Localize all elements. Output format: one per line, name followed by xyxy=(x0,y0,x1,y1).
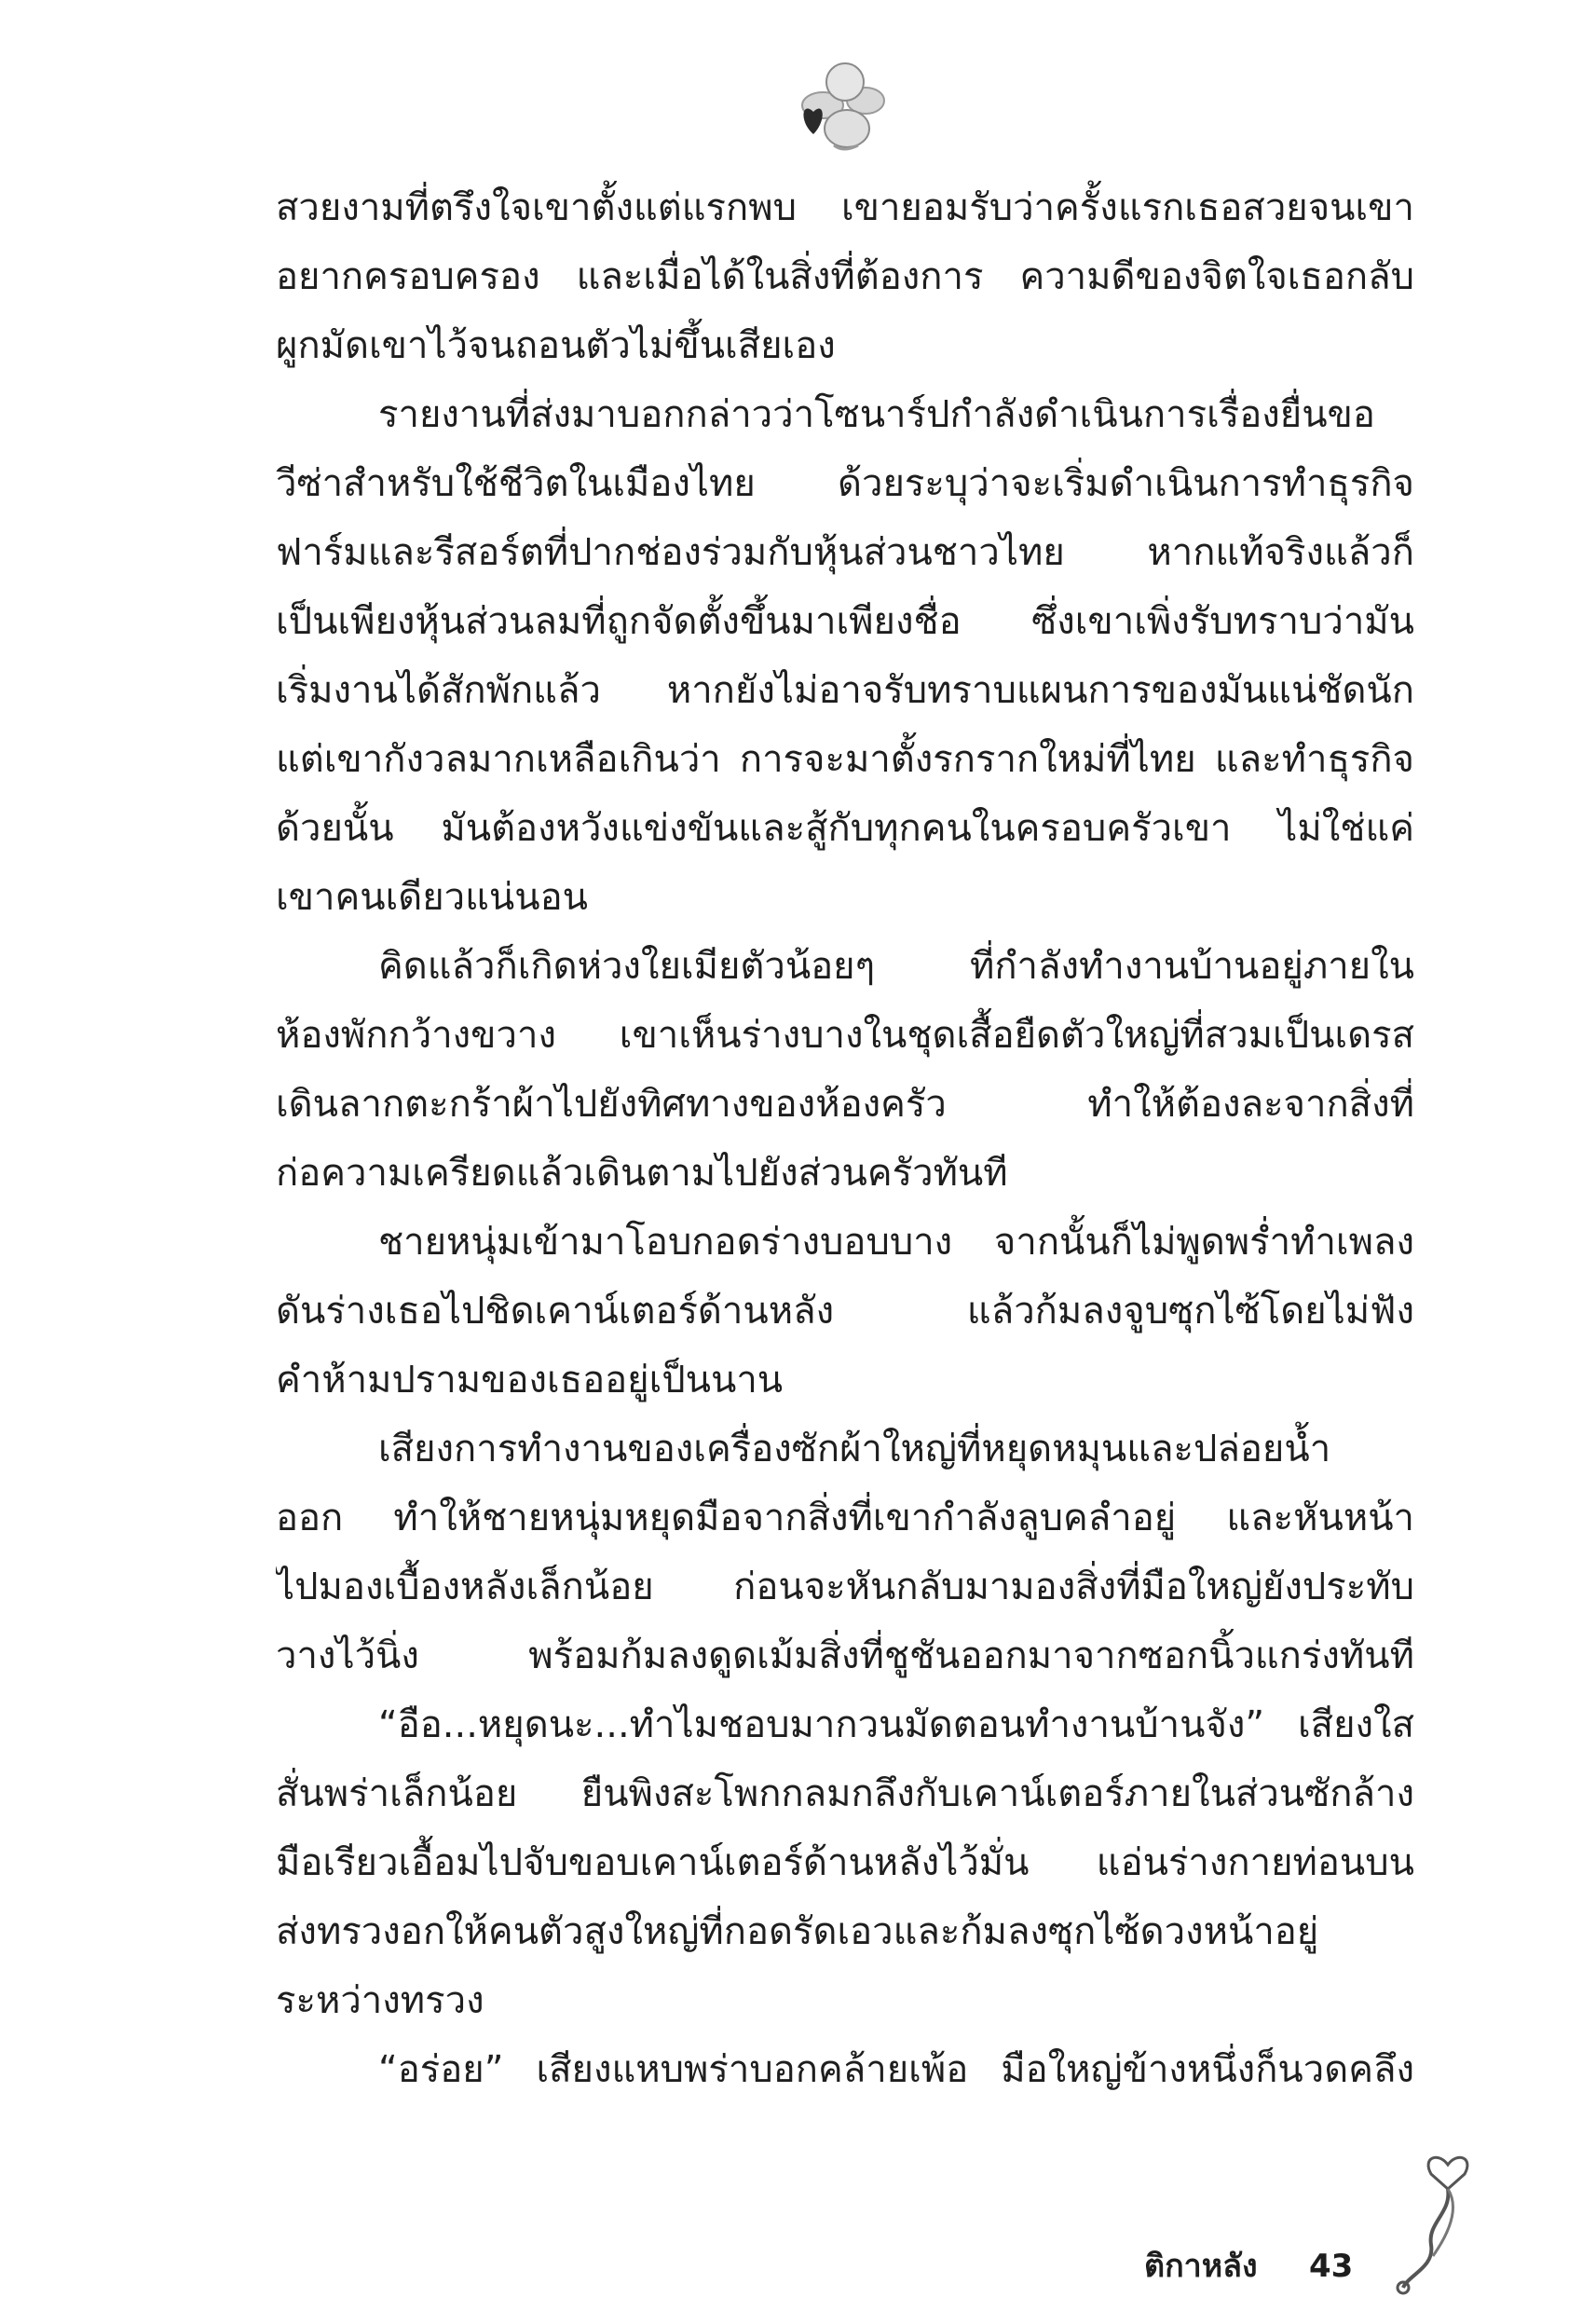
text-line: ระหว่างทรวง xyxy=(276,1979,484,2022)
text-line: สวยงามที่ตรึงใจเขาตั้งแต่แรกพบ เขายอมรับว่าครั้งแรกเธอสวยจนเขา xyxy=(276,186,1414,229)
text-line: ออก ทำให้ชายหนุ่มหยุดมือจากสิ่งที่เขากำลังลูบคลำอยู่ และหันหน้า xyxy=(276,1497,1414,1539)
text-line: ส่งทรวงอกให้คนตัวสูงใหญ่ที่กอดรัดเอวและก้มลงซุกไซ้ดวงหน้าอยู่ xyxy=(276,1910,1319,1953)
cherub-heart-icon xyxy=(785,54,897,157)
running-footer-title: ติกาหลัง xyxy=(1144,2248,1258,2285)
stethoscope-heart-icon xyxy=(1390,2148,1493,2297)
text-line: เริ่มงานได้สักพักแล้ว หากยังไม่อาจรับทราบแผนการของมันแน่ชัดนัก xyxy=(276,669,1414,712)
text-line: เขาคนเดียวแน่นอน xyxy=(276,876,588,919)
text-line: ชายหนุ่มเข้ามาโอบกอดร่างบอบบาง จากนั้นก็ไม่พูดพร่ำทำเพลง xyxy=(378,1221,1414,1264)
text-line: สั่นพร่าเล็กน้อย ยืนพิงสะโพกกลมกลึงกับเคาน์เตอร์ภายในส่วนซักล้าง xyxy=(276,1772,1414,1815)
text-line: “อือ...หยุดนะ...ทำไมชอบมากวนมัดตอนทำงานบ้านจัง” เสียงใส xyxy=(378,1703,1414,1746)
text-line: คำห้ามปรามของเธออยู่เป็นนาน xyxy=(276,1359,784,1402)
text-line: ผูกมัดเขาไว้จนถอนตัวไม่ขึ้นเสียเอง xyxy=(276,324,836,367)
text-line: ด้วยนั้น มันต้องหวังแข่งขันและสู้กับทุกคนในครอบครัวเขา ไม่ใช่แค่ xyxy=(276,807,1414,850)
text-line: แต่เขากังวลมากเหลือเกินว่า การจะมาตั้งรกรากใหม่ที่ไทย และทำธุรกิจ xyxy=(276,738,1414,781)
text-line: ไปมองเบื้องหลังเล็กน้อย ก่อนจะหันกลับมามองสิ่งที่มือใหญ่ยังประทับ xyxy=(276,1566,1414,1608)
text-line: ฟาร์มและรีสอร์ตที่ปากช่องร่วมกับหุ้นส่วนชาวไทย หากแท้จริงแล้วก็ xyxy=(276,531,1414,574)
text-line: วีซ่าสำหรับใช้ชีวิตในเมืองไทย ด้วยระบุว่าจะเริ่มดำเนินการทำธุรกิจ xyxy=(276,462,1414,505)
body-text xyxy=(276,173,1414,2104)
text-line: ก่อความเครียดแล้วเดินตามไปยังส่วนครัวทันที xyxy=(276,1152,1008,1195)
text-line: เสียงการทำงานของเครื่องซักผ้าใหญ่ที่หยุดหมุนและปล่อยน้ำ xyxy=(378,1428,1331,1470)
text-line: มือเรียวเอื้อมไปจับขอบเคาน์เตอร์ด้านหลังไว้มั่น แอ่นร่างกายท่อนบน xyxy=(276,1841,1414,1884)
text-line: เป็นเพียงหุ้นส่วนลมที่ถูกจัดตั้งขึ้นมาเพียงชื่อ ซึ่งเขาเพิ่งรับทราบว่ามัน xyxy=(276,600,1414,643)
text-line: อยากครอบครอง และเมื่อได้ในสิ่งที่ต้องการ ความดีของจิตใจเธอกลับ xyxy=(276,255,1414,298)
text-line: วางไว้นิ่ง พร้อมก้มลงดูดเม้มสิ่งที่ชูชันออกมาจากซอกนิ้วแกร่งทันที xyxy=(276,1634,1414,1677)
text-line: ห้องพักกว้างขวาง เขาเห็นร่างบางในชุดเสื้อยืดตัวใหญ่ที่สวมเป็นเดรส xyxy=(276,1014,1414,1057)
text-line: “อร่อย” เสียงแหบพร่าบอกคล้ายเพ้อ มือใหญ่ข้างหนึ่งก็นวดคลึง xyxy=(378,2048,1414,2091)
text-line: ดันร่างเธอไปชิดเคาน์เตอร์ด้านหลัง แล้วก้มลงจูบซุกไซ้โดยไม่ฟัง xyxy=(276,1290,1414,1333)
text-line: รายงานที่ส่งมาบอกกล่าวว่าโซนาร์ปกำลังดำเนินการเรื่องยื่นขอ xyxy=(378,393,1375,436)
page-number: 43 xyxy=(1309,2248,1354,2285)
text-line: เดินลากตะกร้าผ้าไปยังทิศทางของห้องครัว ทำให้ต้องละจากสิ่งที่ xyxy=(276,1083,1414,1126)
text-line: คิดแล้วก็เกิดห่วงใยเมียตัวน้อยๆ ที่กำลังทำงานบ้านอยู่ภายใน xyxy=(378,945,1414,988)
